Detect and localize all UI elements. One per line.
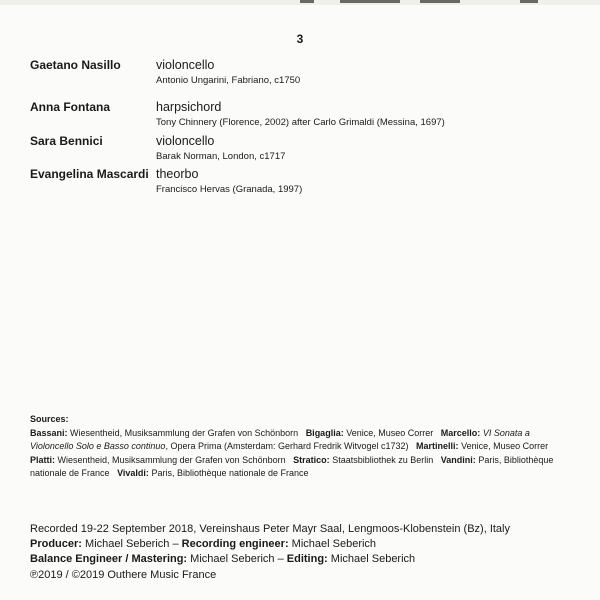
- edge-mark: [420, 0, 460, 3]
- credit-name: Michael Seberich: [330, 553, 416, 566]
- musician-name: Gaetano Nasillo: [30, 58, 121, 72]
- credit-label: Recording engineer:: [181, 538, 289, 551]
- source-composer: Vandini:: [440, 454, 476, 465]
- credit-name: Michael Seberich: [291, 538, 377, 551]
- musician-instrument: violoncello: [156, 134, 215, 148]
- instrument-detail: Antonio Ungarini, Fabriano, c1750: [156, 75, 301, 86]
- credit-name: Michael Seberich: [190, 553, 275, 566]
- source-location: Staatsbibliothek zu Berlin: [332, 454, 434, 465]
- source-composer: Vivaldi:: [117, 468, 149, 479]
- top-edge-strip: [0, 0, 600, 5]
- instrument-detail: Francisco Hervas (Granada, 1997): [156, 184, 303, 195]
- source-composer: Bassani:: [30, 427, 68, 438]
- page-number: 3: [296, 32, 304, 46]
- credit-label: Producer:: [30, 538, 82, 551]
- edge-mark: [520, 0, 538, 3]
- sources-label: Sources:: [30, 414, 69, 424]
- musician-name: Evangelina Mascardi: [30, 167, 149, 181]
- musician-name: Anna Fontana: [30, 100, 110, 114]
- source-location: Wiesentheid, Musiksammlung der Grafen von Schönborn: [57, 454, 286, 465]
- source-location: , Opera Prima (Amsterdam: Gerhard Fredrik Witvogel c1732): [165, 441, 409, 452]
- musician-instrument: harpsichord: [156, 100, 222, 114]
- source-location: Paris, Bibliothèque nationale de France: [30, 454, 554, 479]
- instrument-detail: Tony Chinnery (Florence, 2002) after Carlo Grimaldi (Messina, 1697): [156, 117, 445, 128]
- musician-instrument: violoncello: [156, 58, 215, 72]
- source-location: Venice, Museo Correr: [461, 441, 549, 452]
- source-location: Paris, Bibliothèque nationale de France: [151, 468, 309, 479]
- credit-label: Editing:: [286, 553, 328, 566]
- source-composer: Bigaglia:: [305, 427, 344, 438]
- credit-name: Michael Seberich: [85, 538, 170, 551]
- edge-mark: [300, 0, 314, 3]
- source-composer: Platti:: [30, 454, 56, 465]
- source-location: Wiesentheid, Musiksammlung der Grafen von Schönborn: [70, 427, 299, 438]
- source-location: Venice, Museo Correr: [346, 427, 434, 438]
- source-composer: Martinelli:: [416, 441, 459, 452]
- sources-block: [30, 413, 575, 481]
- instrument-detail: Barak Norman, London, c1717: [156, 151, 286, 162]
- musician-instrument: theorbo: [156, 167, 199, 181]
- source-composer: Stratico:: [293, 454, 330, 465]
- copyright-line: ℗2019 / ©2019 Outhere Music France: [30, 568, 217, 581]
- edge-mark: [340, 0, 400, 3]
- producer-line: Producer: Michael Seberich – Recording engineer: Michael Seberich: [30, 538, 377, 551]
- musician-name: Sara Bennici: [30, 134, 103, 148]
- source-work-title: VI Sonata a Violoncello Solo e Basso continuo: [30, 427, 530, 452]
- credits-block: [30, 522, 590, 583]
- credit-label: Balance Engineer / Mastering:: [30, 553, 188, 566]
- source-composer: Marcello:: [440, 427, 481, 438]
- engineer-line: Balance Engineer / Mastering: Michael Seberich – Editing: Michael Seberich: [30, 553, 416, 566]
- recording-info: Recorded 19-22 September 2018, Vereinshaus Peter Mayr Saal, Lengmoos-Klobenstein (Bz), Italy: [30, 523, 510, 535]
